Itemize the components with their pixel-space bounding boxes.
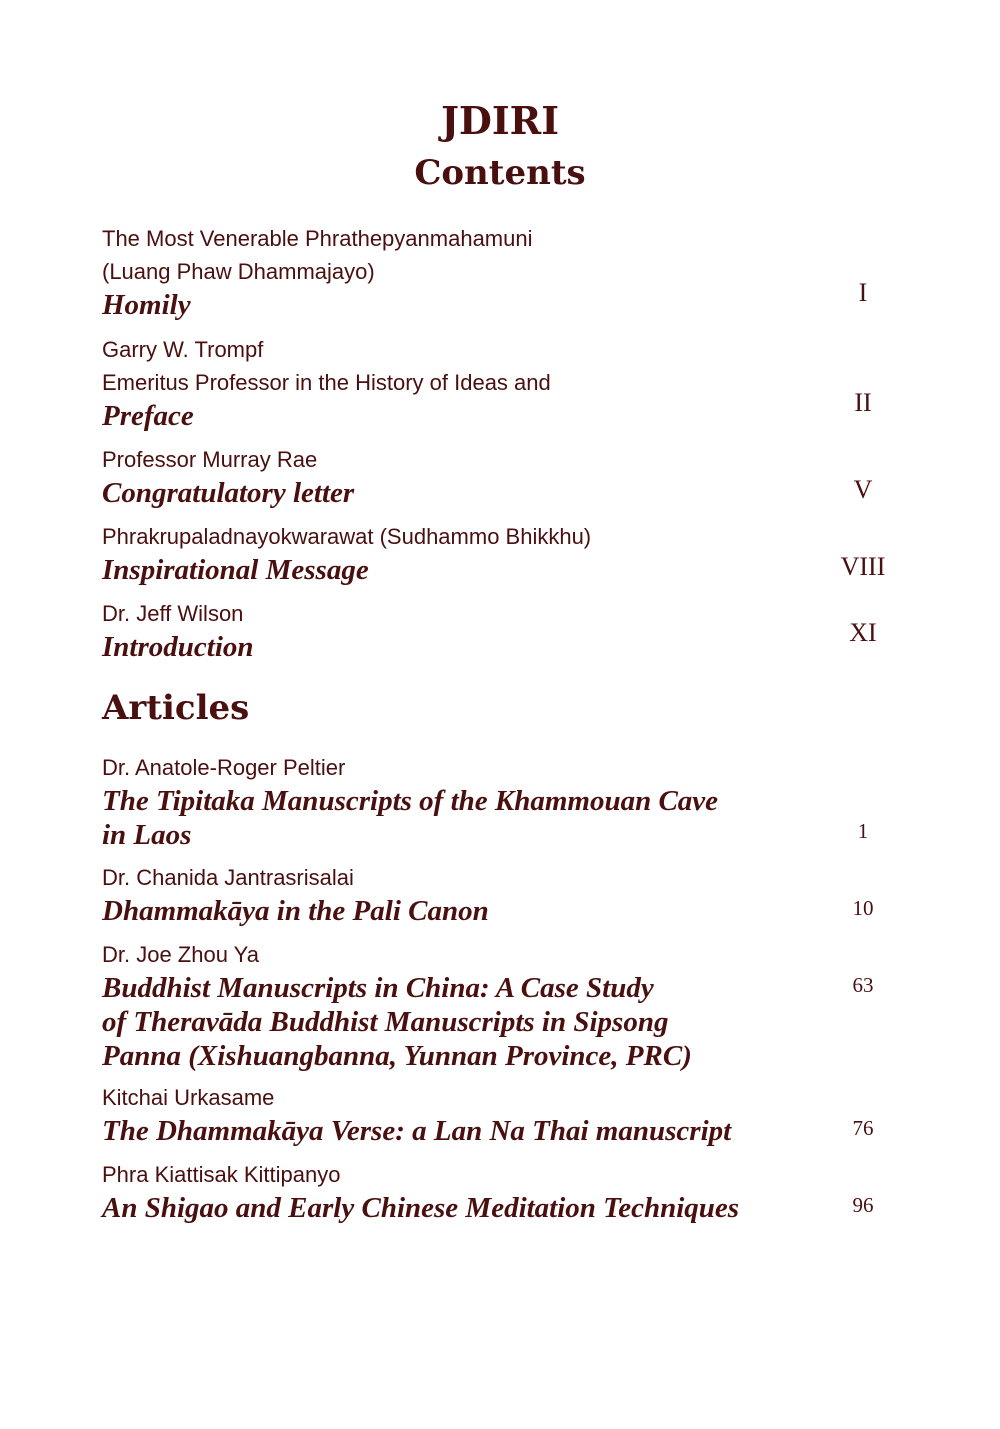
toc-entry-article[interactable]: [102, 861, 842, 928]
toc-entry-congratulatory-letter[interactable]: [102, 443, 842, 510]
entry-title: of Theravāda Buddhist Manuscripts in Sipsong: [102, 1006, 669, 1038]
toc-entry-preface[interactable]: [102, 333, 842, 433]
entry-author: Dr. Joe Zhou Ya: [102, 942, 259, 967]
page-number: 96: [852, 1193, 874, 1217]
contents-heading: Contents: [414, 153, 586, 193]
entry-title: Preface: [102, 400, 194, 432]
entry-author: Dr. Jeff Wilson: [102, 601, 244, 626]
page-number: 1: [857, 819, 869, 843]
toc-entry-introduction[interactable]: [102, 597, 842, 664]
toc-entry-homily[interactable]: [102, 222, 842, 322]
page-number: VIII: [840, 552, 886, 581]
entry-author: Phrakrupaladnayokwarawat (Sudhammo Bhikkhu): [102, 524, 592, 549]
entry-title: Introduction: [102, 631, 254, 663]
entry-author: Professor Murray Rae: [102, 447, 318, 472]
entry-title: Congratulatory letter: [102, 477, 355, 509]
page-number: II: [854, 388, 872, 417]
entry-author: Emeritus Professor in the History of Ideas and: [102, 370, 551, 395]
entry-author: Garry W. Trompf: [102, 337, 264, 362]
page-number: 63: [852, 973, 874, 997]
entry-author: Kitchai Urkasame: [102, 1085, 275, 1110]
toc-entry-article[interactable]: [102, 938, 842, 1073]
toc-entry-article[interactable]: [102, 1081, 842, 1148]
toc-entry-article[interactable]: [102, 1158, 842, 1225]
journal-title: JDIRI: [440, 98, 560, 143]
entry-title: Homily: [102, 289, 191, 321]
entry-title: An Shigao and Early Chinese Meditation Techniques: [102, 1192, 740, 1224]
page-number: I: [858, 278, 868, 307]
entry-title: The Tipitaka Manuscripts of the Khammouan Cave: [102, 785, 719, 817]
page-number: 76: [852, 1116, 874, 1140]
page-number: XI: [849, 618, 877, 647]
entry-author: Phra Kiattisak Kittipanyo: [102, 1162, 341, 1187]
entry-title: in Laos: [102, 819, 192, 851]
toc-entry-article[interactable]: [102, 751, 842, 852]
entry-title: Inspirational Message: [102, 554, 369, 586]
entry-author: The Most Venerable Phrathepyanmahamuni: [102, 226, 533, 251]
entry-title: The Dhammakāya Verse: a Lan Na Thai manuscript: [102, 1115, 732, 1147]
entry-author: Dr. Anatole-Roger Peltier: [102, 755, 346, 780]
entry-title: Dhammakāya in the Pali Canon: [102, 895, 489, 927]
articles-heading: Articles: [102, 688, 250, 728]
entry-title: Buddhist Manuscripts in China: A Case Study: [102, 972, 654, 1004]
page-number: 10: [852, 896, 874, 920]
entry-author: Dr. Chanida Jantrasrisalai: [102, 865, 354, 890]
toc-entry-inspirational-message[interactable]: [102, 520, 842, 587]
page-number: V: [853, 475, 873, 504]
entry-author: (Luang Phaw Dhammajayo): [102, 259, 375, 284]
entry-title: Panna (Xishuangbanna, Yunnan Province, PRC): [102, 1040, 692, 1072]
